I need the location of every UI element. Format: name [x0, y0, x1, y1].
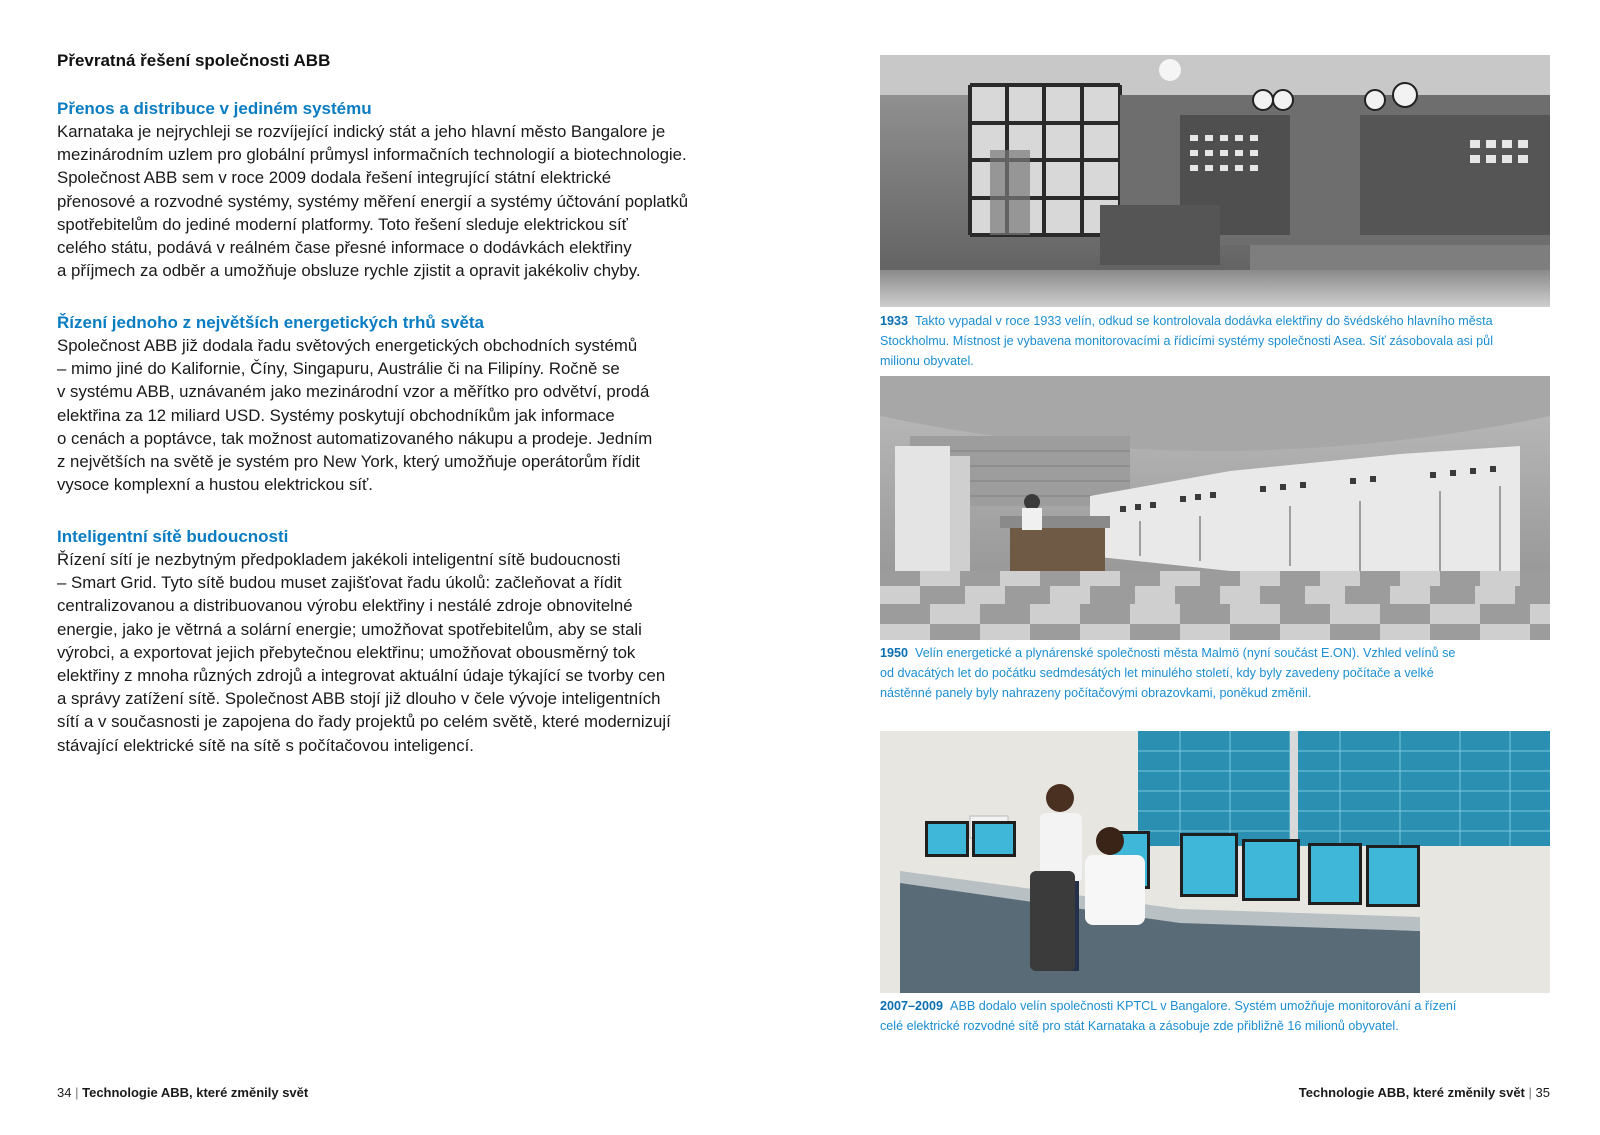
caption-line: milionu obyvatel.	[880, 354, 974, 368]
page-number: 34	[57, 1085, 72, 1100]
caption-text: Velín energetické a plynárenské společnosti města Malmö (nyní součást E.ON). Vzhled velínů se	[915, 646, 1456, 660]
text-line: celého státu, podává v reálném čase přesné informace o dodávkách elektřiny	[57, 238, 632, 258]
caption-year: 2007–2009	[880, 999, 944, 1013]
text-line: sítí a v současnosti je zapojena do řady projektů po celém světě, které modernizují	[57, 712, 671, 732]
text-line: Společnost ABB sem v roce 2009 dodala řešení integrující státní elektrické	[57, 168, 612, 188]
section-smart-grid	[57, 525, 737, 757]
footer-title: Technologie ABB, které změnily svět	[82, 1085, 309, 1100]
text-line: vysoce komplexní a hustou elektrickou síť.	[57, 475, 373, 495]
section-title: Inteligentní sítě budoucnosti	[57, 527, 289, 546]
caption-line	[880, 311, 1550, 331]
text-line: z největších na světě je systém pro New York, který umožňuje operátorům řídit	[57, 452, 640, 472]
caption-line: celé elektrické rozvodné sítě pro stát Karnataka a zásobuje zde přibližně 16 milionů obyvatel.	[880, 1019, 1399, 1033]
section-transmission	[57, 97, 737, 282]
photo-caption	[880, 311, 1550, 371]
text-line: Karnataka je nejrychleji se rozvíjející indický stát a jeho hlavní město Bangalore je	[57, 122, 666, 141]
text-line: – mimo jiné do Kalifornie, Číny, Singapuru, Austrálie či na Filipíny. Ročně se	[57, 359, 620, 379]
caption-line	[880, 643, 1550, 663]
text-line: centralizovanou a distribuovanou výrobu elektřiny i nestálé zdroje obnovitelné	[57, 596, 633, 616]
caption-line: od dvacátých let do počátku sedmdesátých let minulého století, kdy byly zavedeny počítače a velké	[880, 666, 1434, 680]
footer-left	[57, 1085, 308, 1100]
caption-line: nástěnné panely byly nahrazeny počítačovými obrazovkami, poněkud změnil.	[880, 686, 1312, 700]
caption-text: Takto vypadal v roce 1933 velín, odkud se kontrolovala dodávka elektřiny do švédského hlavního města	[915, 314, 1493, 328]
photo-2007-2009-control-room	[880, 731, 1550, 993]
section-energy-market	[57, 311, 737, 496]
section-body	[57, 120, 737, 282]
text-line: elektřiny z mnoha různých zdrojů a integrovat aktuální údaje týkající se tvorby cen	[57, 666, 666, 686]
text-line: mezinárodním uzlem pro globální průmysl informačních technologií a biotechnologie.	[57, 145, 687, 165]
text-line: energie, jako je větrná a solární energie; umožňovat spotřebitelům, aby se stali	[57, 619, 642, 639]
text-line: o cenách a poptávce, tak možnost automatizovaného nákupu a prodeje. Jedním	[57, 428, 653, 448]
footer-separator: |	[75, 1085, 79, 1100]
photo-1950-control-room	[880, 376, 1550, 640]
text-line: a správy zatížení sítě. Společnost ABB stojí již dlouho v čele vývoje inteligentních	[57, 689, 661, 709]
section-body	[57, 334, 737, 496]
text-line: výrobci, a exportovat jejich přebytečnou elektřinu; umožňovat obousměrný tok	[57, 642, 636, 662]
text-line: v systému ABB, uznávaném jako mezinárodní vzor a měřítko pro odvětví, prodá	[57, 382, 650, 402]
caption-text: ABB dodalo velín společnosti KPTCL v Bangalore. Systém umožňuje monitorování a řízení	[950, 999, 1457, 1013]
photo-caption	[880, 996, 1550, 1036]
text-line: přenosové a rozvodné systémy, systémy měření energií a systémy účtování poplatků	[57, 191, 689, 211]
text-line: spotřebitelům do jediné moderní platformy. Toto řešení sleduje elektrickou síť	[57, 214, 628, 234]
text-line: Společnost ABB již dodala řadu světových energetických obchodních systémů	[57, 336, 638, 355]
page-number: 35	[1535, 1085, 1550, 1100]
caption-line: Stockholmu. Místnost je vybavena monitorovacími a řídicími systémy společnosti Asea. Síť zásobovala asi půl	[880, 334, 1493, 348]
photo-1933-control-room	[880, 55, 1550, 307]
text-line: elektřina za 12 miliard USD. Systémy poskytují obchodníkům jak informace	[57, 405, 615, 425]
text-line: Řízení sítí je nezbytným předpokladem jakékoli inteligentní sítě budoucnosti	[57, 550, 621, 569]
footer-right	[1299, 1085, 1550, 1100]
text-line: a příjmech za odběr a umožňuje obsluze rychle zjistit a opravit jakékoliv chyby.	[57, 261, 641, 281]
text-line: stávající elektrické sítě na sítě s počítačovou inteligencí.	[57, 735, 474, 755]
section-title: Přenos a distribuce v jediném systému	[57, 99, 372, 118]
photo-caption	[880, 643, 1550, 703]
caption-year: 1933	[880, 314, 909, 328]
section-body	[57, 548, 737, 757]
footer-title: Technologie ABB, které změnily svět	[1298, 1085, 1525, 1100]
section-title: Řízení jednoho z největších energetických trhů světa	[57, 313, 485, 332]
text-line: – Smart Grid. Tyto sítě budou muset zajišťovat řadu úkolů: začleňovat a řídit	[57, 573, 622, 593]
caption-year: 1950	[880, 646, 909, 660]
page-heading: Převratná řešení společnosti ABB	[57, 51, 331, 70]
footer-separator: |	[1528, 1085, 1532, 1100]
caption-line	[880, 996, 1550, 1016]
